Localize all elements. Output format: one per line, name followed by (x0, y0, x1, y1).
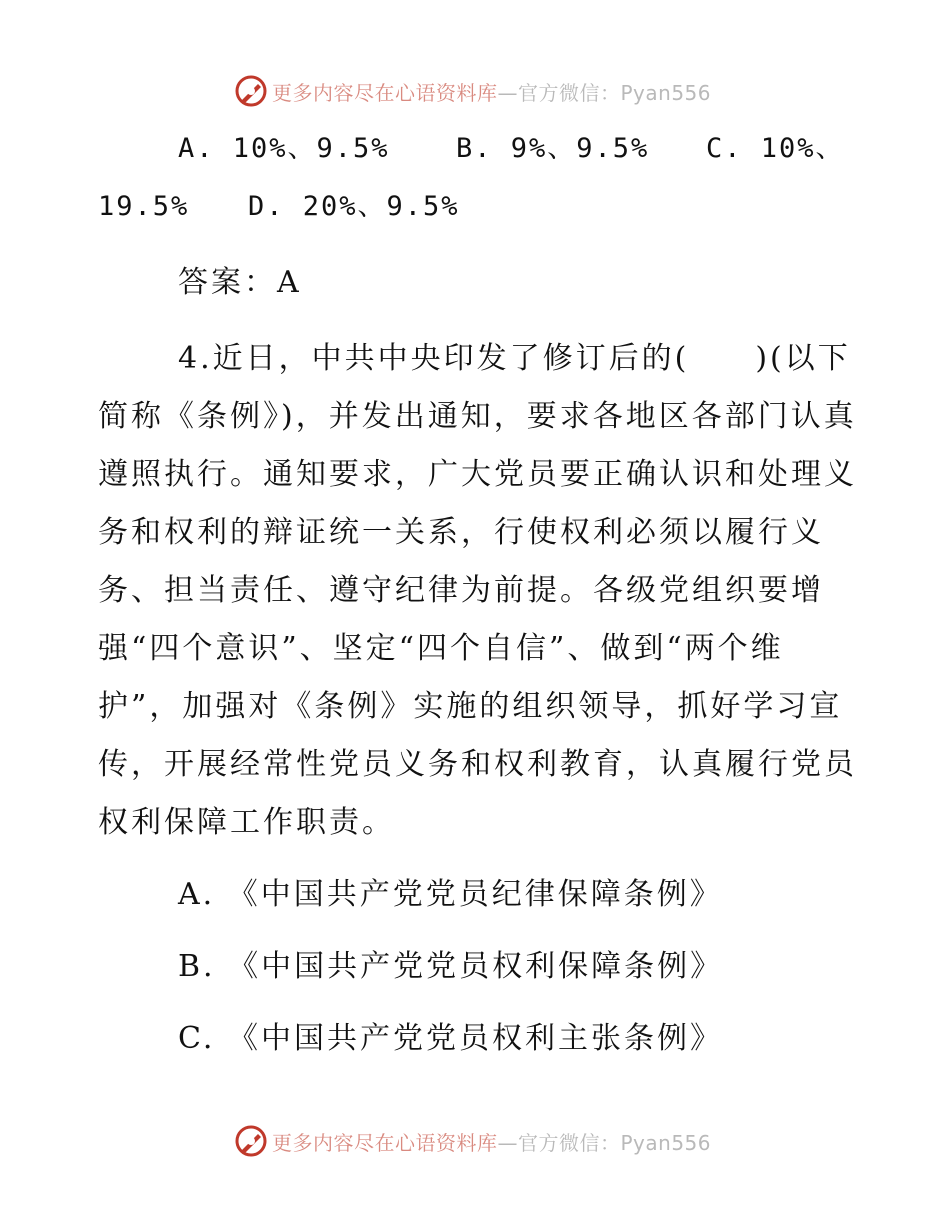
watermark-brand: 更多内容尽在心语资料库 (272, 80, 498, 105)
watermark-separator: — (497, 80, 518, 105)
document-body (98, 120, 858, 1068)
pen-circle-logo-icon (234, 1124, 268, 1158)
q3-option-d: D. 20%、9.5% (248, 191, 460, 222)
q4-choice-b: B. 《中国共产党党员权利保障条例》 (178, 949, 724, 984)
pen-circle-logo-icon (234, 74, 268, 108)
watermark-brand: 更多内容尽在心语资料库 (272, 1130, 498, 1155)
q3-option-c-part1: C. 10%、 (706, 133, 845, 164)
watermark-separator: — (497, 1130, 518, 1155)
q3-option-b: B. 9%、9.5% (456, 133, 650, 164)
q4-choice-a: A. 《中国共产党党员纪律保障条例》 (178, 877, 723, 912)
q3-option-a: A. 10%、9.5% (178, 133, 390, 164)
q3-answer: 答案：A (178, 265, 302, 300)
watermark-banner-top (0, 70, 950, 110)
watermark-banner-bottom (0, 1120, 950, 1160)
q4-choice-c: C. 《中国共产党党员权利主张条例》 (178, 1021, 723, 1056)
q3-options-row-1 (98, 120, 858, 178)
watermark-wechat: 官方微信：Pyan556 (518, 80, 712, 105)
q3-option-c-part2: 19.5% (98, 191, 190, 222)
watermark-wechat: 官方微信：Pyan556 (518, 1130, 712, 1155)
q3-options-row-2 (98, 178, 858, 236)
q4-stem: 4.近日，中共中央印发了修订后的( )(以下简称《条例》)，并发出通知，要求各地区各部门认真遵照执行。通知要求，广大党员要正确认识和处理义务和权利的辩证统一关系，行使权利必须以履行义务、担当责任、遵守纪律为前提。各级党组织要增强“四个意识”、坚定“四个自信”、做到“两个维护”，加强对《条例》实施的组织领导，抓好学习宣传，开展经常性党员义务和权利教育，认真履行党员权利保障工作职责。 (98, 341, 857, 840)
